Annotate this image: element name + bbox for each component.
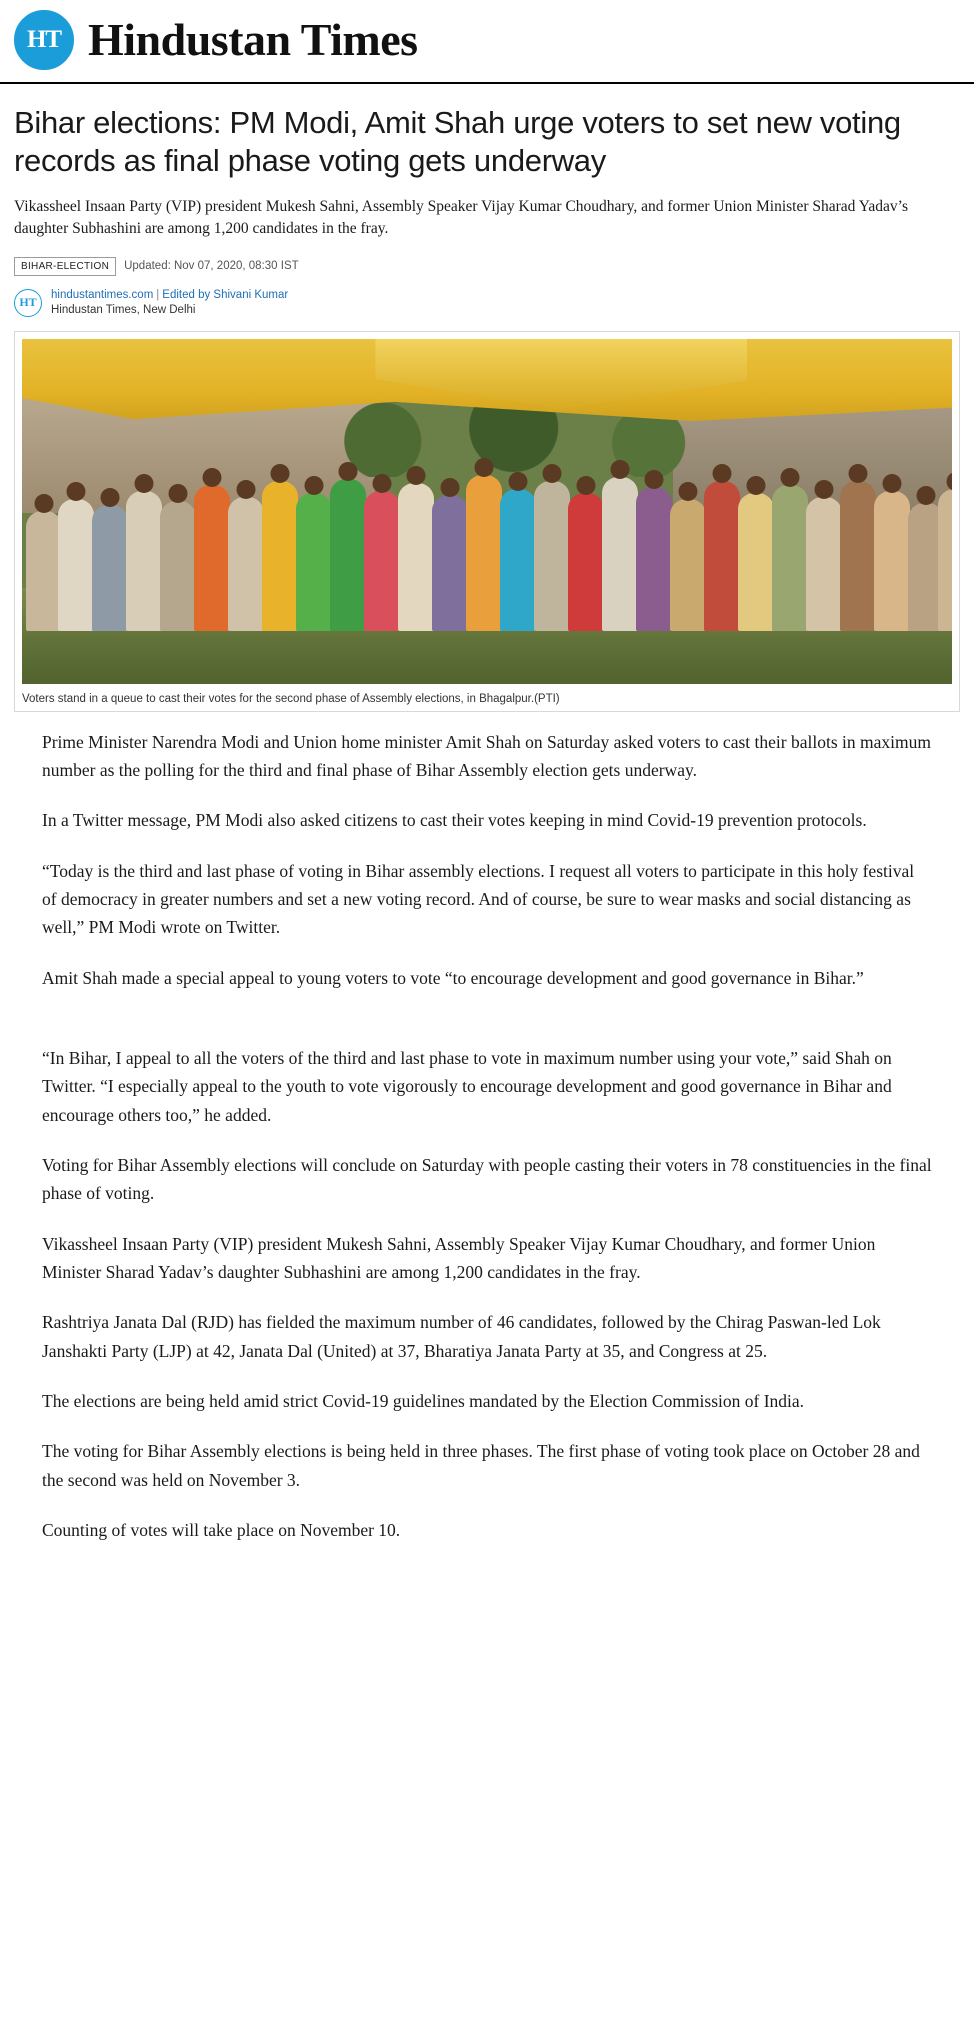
paragraph: Vikassheel Insaan Party (VIP) president Mukesh Sahni, Assembly Speaker Vijay Kumar Choudhary, and former Union Minister Sharad Yadav’s daughter Subhashini are among 1,200 candidates in the fray.: [42, 1233, 876, 1283]
site-masthead: [0, 0, 974, 84]
paragraph: Prime Minister Narendra Modi and Union home minister Amit Shah on Saturday asked voters to cast their ballots in maximum number as the polling for the third and final phase of Bihar Assembly election gets underway.: [42, 731, 931, 780]
photo-crowd: [22, 431, 952, 631]
article-body: [0, 84, 974, 1594]
byline-source-line: [51, 289, 288, 301]
dateline: Hindustan Times, New Delhi: [51, 303, 196, 316]
byline: [14, 288, 960, 317]
article-text: [14, 722, 960, 1545]
page-title: Bihar elections: PM Modi, Amit Shah urge voters to set new voting records as final phase voting gets underway: [14, 105, 901, 178]
paragraph: Voting for Bihar Assembly elections will conclude on Saturday with people casting their voters in 78 constituencies in the final phase of voting.: [42, 1155, 932, 1204]
figure-caption: Voters stand in a queue to cast their votes for the second phase of Assembly elections, in Bhagalpur.(PTI): [22, 692, 560, 705]
lead-figure: [14, 331, 960, 712]
paragraph: In a Twitter message, PM Modi also asked citizens to cast their votes keeping in mind Covid-19 prevention protocols.: [42, 810, 867, 831]
updated-timestamp: Updated: Nov 07, 2020, 08:30 IST: [124, 260, 299, 273]
paragraph: Counting of votes will take place on November 10.: [42, 1520, 401, 1541]
paragraph: “Today is the third and last phase of voting in Bihar assembly elections. I request all voters to participate in this holy festival of democracy in greater numbers and set a new voting record. And of course, be sure to wear masks and social distancing as well,” PM Modi wrote on Twitter.: [42, 860, 915, 938]
avatar: HT: [14, 289, 42, 317]
paragraph: “In Bihar, I appeal to all the voters of the third and last phase to vote in maximum number using your vote,” said Shah on Twitter. “I especially appeal to the youth to vote vigorously to encourage development and good governance in Bihar and encourage others too,” he added.: [42, 1047, 892, 1125]
paragraph: The elections are being held amid strict Covid-19 guidelines mandated by the Election Commission of India.: [42, 1391, 805, 1412]
ht-roundel-icon[interactable]: HT: [14, 10, 74, 70]
voters-queue-photo: [22, 339, 952, 684]
article-standfirst: Vikassheel Insaan Party (VIP) president Mukesh Sahni, Assembly Speaker Vijay Kumar Choudhary, and former Union Minister Sharad Yadav’s daughter Subhashini are among 1,200 candidates in the fray.: [14, 197, 908, 238]
source-link[interactable]: hindustantimes.com: [51, 288, 154, 301]
byline-separator: |: [156, 288, 160, 301]
paragraph: The voting for Bihar Assembly elections is being held in three phases. The first phase of voting took place on October 28 and the second was held on November 3.: [42, 1441, 920, 1490]
site-wordmark[interactable]: Hindustan Times: [88, 14, 418, 65]
article-meta: [14, 257, 960, 276]
byline-lines: [51, 288, 288, 316]
status-badge[interactable]: BIHAR-ELECTION: [14, 257, 116, 276]
paragraph: Rashtriya Janata Dal (RJD) has fielded the maximum number of 46 candidates, followed by the Chirag Paswan-led Lok Janshakti Party (LJP) at 42, Janata Dal (United) at 37, Bharatiya Janata Party at 35, and Congress at 25.: [42, 1312, 881, 1361]
editor-link[interactable]: Edited by Shivani Kumar: [162, 288, 289, 301]
paragraph: Amit Shah made a special appeal to young voters to vote “to encourage development and good governance in Bihar.”: [42, 967, 864, 988]
